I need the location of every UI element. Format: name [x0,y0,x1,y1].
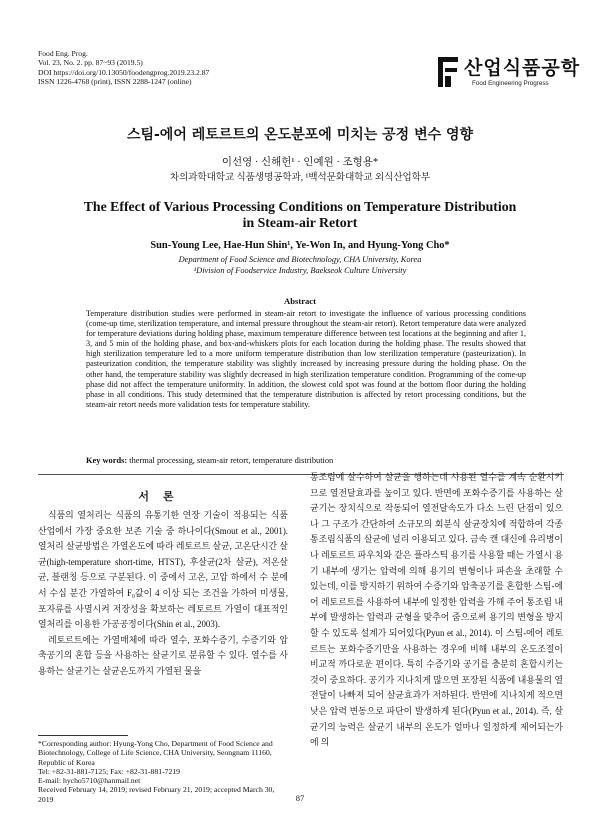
contact-phone: Tel: +82-31-881-7125; Fax: +82-31-881-7219 [38,766,181,776]
journal-name: Food Eng. Prog. [38,49,88,58]
journal-meta [38,49,209,87]
english-affiliation [0,254,600,276]
journal-logo [436,53,581,93]
corresponding-author: *Corresponding author: Hyung-Yong Cho, Department of Food Science and Biotechnology, College of Life Science, CHA University, Seongnam 11160, Republic of Korea [38,739,273,767]
logo-title: 산업식품공학 [464,57,581,79]
logo-subtitle: Food Engineering Progress [472,80,549,87]
paragraph: 레토르트에는 가열매체에 따라 열수, 포화수증기, 수증기와 압축공기의 혼합 등을 사용하는 살균기로 분류할 수 있다. 열수를 사용하는 살균기는 살균온도까지 가열된 물을 [38,634,288,676]
keywords-label: Key words: [86,456,128,465]
right-column [310,470,563,751]
korean-authors: 이선영 · 신해헌¹ · 인예원 · 조형용* [221,157,379,168]
abstract-body: Temperature distribution studies were performed in steam-air retort to investigate the influence of various processing conditions (come-up time, sterilization temperature, and internal pressure throughout the steam-air retort). Retort temperature data were analyzed for temperature deviations during holding phase, maximum temperature difference between test locations at the beginning and after 1, 3, and 5 min of the holding phase, and box-and-whiskers plots for each location during the holding phase. The results showed that high sterilization temperature led to a more uniform temperature distribution than low sterilization temperature (pasteurization). In pasteurization condition, the temperature stability was slightly increased by increasing pressure during the holding phase. On the other hand, the temperature stability was slightly decreased in high sterilization temperature condition. Programming of the come-up phase did not affect the temperature uniformity. In addition, the slowest cold spot was found at the bottom floor during the holding phase in all conditions. This study determined that the temperature distribution is affected by retort processing conditions, but the steam-air retort needs more validation tests for temperature stability. [86,309,526,409]
left-column [38,508,288,680]
abstract-heading: Abstract [284,296,316,306]
received-dates: Received February 14, 2019; revised February 21, 2019; accepted March 30, 2019 [38,785,275,804]
contact-email: E-mail: hycho5710@hanmail.net [38,776,141,786]
section-heading: 서론 [138,490,188,503]
paragraph: 통조림에 살수하여 살균을 행하는데 사용된 열수를 계속 순환시키므로 열전달효과를 높이고 있다. 반면에 포화수증기를 사용하는 살균기는 장치식으로 작동되어 열전달속도가 다소 느린 단점이 있으나 그 구조가 간단하여 소규모의 회분식 살균장치에 적합하여 각종 통조림식품의 살균에 널리 이용되고 있다. 금속 캔 대신에 유리병이나 레토르트 파우치와 같은 플라스틱 용기를 사용할 때는 가열시 용기 내부에 생기는 압력에 의해 용기의 변형이나 파손을 초래할 수 있는데, 이를 방지하기 위하여 수증기와 압축공기를 혼합한 스팀-에어 레토르트를 사용하여 내부에 일정한 압력을 가해 주어 통조림 내부에 발생하는 압력과 균형을 맞추어 줌으로써 용기의 변형을 방지할 수 있도록 설계가 되어있다(Pyun et al., 2014). 이 스팀-에어 레토르트는 포화수증기만을 사용하는 경우에 비해 내부의 온도조절이 비교적 까다로운 편이다. 특히 수증기와 공기를 충분히 혼합시키는 것이 중요하다. 공기가 지나치게 많으면 포장된 식품에 내용물의 열전달이 나빠져 되어 살균효과가 저하된다. 반면에 지나치게 적으면 낮은 압력 변동으로 파단이 발생하게 된다(Pyun et al., 2014). 즉, 살균기의 능력은 살균기 내부의 온도가 얼마나 일정하게 제어되는가에 의 [310,472,563,748]
paragraph: 식품의 열처리는 식품의 유통기한 연장 기술이 적용되는 식품 산업에서 가장 중요한 보존 기술 중 하나이다(Smout et al., 2001). 열처리 살균방법은 가열온도에 따라 레토르트 살균, 고온단시간 살균(high-temperature short-time, HTST), 후살균(2차 살균), 저온살균, 블랜칭 등으로 구분된다. 이 중에서 고온, 고압 하에서 수 분에서 수십 분간 가열하여 F₀값이 4 이상 되는 조건을 가하여 미생물, 포자류를 사멸시켜 저장성을 확보하는 레토르트 가열이 대표적인 열처리를 이용한 가공공정이다(Shin et al., 2003). [38,510,288,630]
english-title: The Effect of Various Processing Conditions on Temperature Distribution in Steam-air Retort [83,199,517,230]
journal-doi: DOI https://doi.org/10.13050/foodengprog.2019.23.2.87 [38,67,210,77]
keywords-list: thermal processing, steam-air retort, temperature distribution [129,456,334,465]
journal-volume: Vol. 23, No. 2. pp. 87~93 (2019.5) [38,58,143,68]
affiliation-2: ¹Division of Foodservice Industry, Baekseok Culture University [193,266,407,275]
affiliation-1: Department of Food Science and Biotechnology, CHA University, Korea [178,255,422,264]
journal-issn: ISSN 1226-4768 (print), ISSN 2288-1247 (online) [38,77,192,87]
korean-affiliation: 차의과학대학교 식품생명공학과, ¹백석문화대학교 외식산업학부 [169,173,431,183]
footnote-rule [38,735,128,736]
logo-mark-icon [436,55,460,89]
korean-title: 스팀-에어 레토르트의 온도분포에 미치는 공정 변수 영향 [126,127,474,143]
page-number: 87 [295,793,305,803]
english-authors: Sun-Young Lee, Hae-Hun Shin¹, Ye-Won In, and Hyung-Yong Cho* [150,240,450,251]
keywords [86,456,526,465]
